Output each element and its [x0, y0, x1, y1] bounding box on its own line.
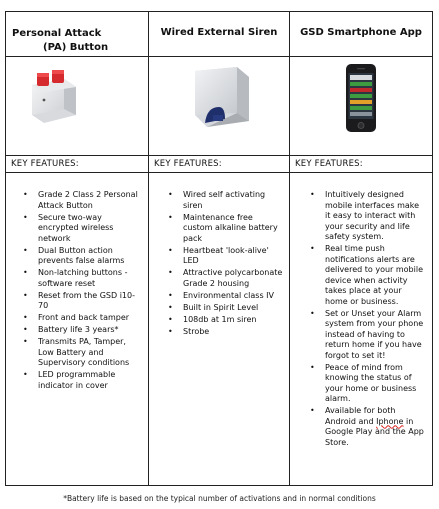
app-image-cell — [290, 57, 432, 156]
footnote: *Battery life is based on the typical number of activations and in normal conditions — [63, 494, 376, 503]
feature-table — [5, 11, 433, 486]
header-siren — [149, 12, 290, 57]
pa-image-cell — [6, 57, 149, 156]
siren-image-cell — [149, 57, 290, 156]
last-feature-before: Available for both Android and — [325, 406, 396, 426]
app-features-list — [290, 173, 426, 448]
pa-title-line1: Personal Attack — [12, 28, 102, 39]
list-item: • Strobe — [183, 327, 283, 338]
siren-title: Wired External Siren — [160, 27, 278, 38]
list-item: • Front and back tamper — [38, 313, 144, 324]
pa-features-cell — [6, 173, 149, 485]
list-item: • Reset from the GSD i10-70 — [38, 291, 144, 312]
pa-features-heading: KEY FEATURES: — [6, 156, 149, 173]
pa-button-image — [24, 65, 82, 127]
list-item — [325, 406, 426, 448]
list-item: • Attractive polycarbonate Grade 2 housing — [183, 268, 283, 289]
siren-features-list — [149, 173, 283, 337]
siren-image — [189, 63, 259, 133]
list-item: • LED programmable indicator in cover — [38, 370, 144, 391]
list-item: • Grade 2 Class 2 Personal Attack Button — [38, 190, 144, 211]
list-item: • Non-latching buttons - software reset — [38, 268, 144, 289]
header-pa-button — [6, 12, 149, 57]
list-item: • Transmits PA, Tamper, Low Battery and Supervisory conditions — [38, 337, 144, 369]
misspelled-word: Iphone — [376, 416, 404, 426]
list-item: • Built in Spirit Level — [183, 303, 283, 314]
last-feature-after: in Google Play and the App Store. — [325, 416, 424, 447]
pa-title-line2: (PA) Button — [43, 42, 109, 53]
list-item: • Heartbeat 'look-alive' LED — [183, 246, 283, 267]
list-item: • Real time push notifications alerts are delivered to your mobile device when activity takes place at your home or business. — [325, 244, 426, 307]
siren-features-cell — [149, 173, 290, 485]
list-item: • Battery life 3 years* — [38, 325, 144, 336]
smartphone-image — [345, 63, 377, 133]
list-item: • Maintenance free custom alkaline battery pack — [183, 213, 283, 245]
list-item: • Wired self activating siren — [183, 190, 283, 211]
list-item: • Peace of mind from knowing the status of your home or business alarm. — [325, 363, 426, 405]
app-features-heading: KEY FEATURES: — [290, 156, 432, 173]
header-app — [290, 12, 432, 57]
app-title: GSD Smartphone App — [300, 27, 422, 38]
list-item: • Secure two-way encrypted wireless network — [38, 213, 144, 245]
pa-features-list — [6, 173, 144, 391]
list-item: • Intuitively designed mobile interfaces make it easy to interact with your security and life safety system. — [325, 190, 426, 243]
list-item: • Set or Unset your Alarm system from your phone instead of having to return home if you have forgot to set it! — [325, 309, 426, 362]
app-features-cell — [290, 173, 432, 485]
list-item: • 108db at 1m siren — [183, 315, 283, 326]
list-item: • Environmental class IV — [183, 291, 283, 302]
siren-features-heading: KEY FEATURES: — [149, 156, 290, 173]
list-item: • Dual Button action prevents false alarms — [38, 246, 144, 267]
